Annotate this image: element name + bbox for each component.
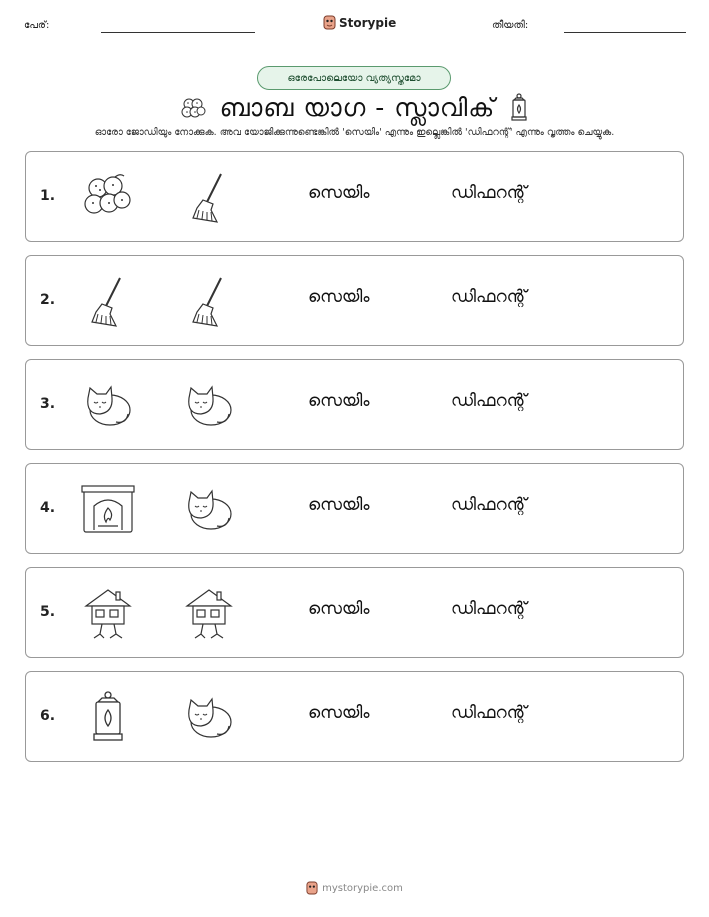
same-option[interactable]: സെയിം bbox=[308, 391, 370, 411]
brand-name: Storypie bbox=[339, 15, 397, 30]
broom-icon bbox=[80, 274, 136, 330]
worksheet-type-badge: ഒരേപോലെയോ വ്യത്യസ്തമോ bbox=[257, 66, 451, 90]
lantern-icon bbox=[80, 690, 136, 746]
row-number: 3. bbox=[40, 396, 56, 412]
instructions: ഓരോ ജോഡിയും നോക്കുക. അവ യോജിക്കുന്നുണ്ടെങ്കിൽ 'സെയിം' എന്നും ഇല്ലെങ്കിൽ 'ഡിഫറന്റ്' എന്നും വൃത്തം ചെയ്യുക. bbox=[94, 127, 615, 138]
cat-icon bbox=[181, 482, 237, 538]
different-option[interactable]: ഡിഫറന്റ് bbox=[451, 495, 527, 515]
name-label: പേര്: bbox=[24, 20, 50, 31]
hut-icon bbox=[181, 586, 237, 642]
cat-icon bbox=[80, 378, 136, 434]
hut-icon bbox=[80, 586, 136, 642]
worksheet-header bbox=[0, 12, 709, 42]
footer-url[interactable]: mystorypie.com bbox=[322, 882, 403, 894]
cat-icon bbox=[181, 378, 237, 434]
berries-icon bbox=[80, 170, 136, 226]
lantern-icon bbox=[509, 93, 529, 123]
footer bbox=[0, 881, 709, 895]
different-option[interactable]: ഡിഫറന്റ് bbox=[451, 599, 527, 619]
row-number: 5. bbox=[40, 604, 56, 620]
same-option[interactable]: സെയിം bbox=[308, 287, 370, 307]
different-option[interactable]: ഡിഫറന്റ് bbox=[451, 183, 527, 203]
pair-row-4 bbox=[25, 463, 684, 554]
title-row bbox=[0, 90, 709, 126]
row-number: 4. bbox=[40, 500, 56, 516]
row-number: 2. bbox=[40, 292, 56, 308]
date-label: തീയതി: bbox=[492, 20, 529, 31]
same-option[interactable]: സെയിം bbox=[308, 183, 370, 203]
page-title: ബാബ യാഗ - സ്ലാവിക് bbox=[219, 93, 496, 122]
broom-icon bbox=[181, 274, 237, 330]
row-number: 1. bbox=[40, 188, 56, 204]
pair-row-1 bbox=[25, 151, 684, 242]
pair-row-5 bbox=[25, 567, 684, 658]
storypie-mascot-icon bbox=[306, 881, 318, 895]
pair-row-2 bbox=[25, 255, 684, 346]
row-number: 6. bbox=[40, 708, 56, 724]
pair-row-3 bbox=[25, 359, 684, 450]
name-line[interactable] bbox=[101, 32, 255, 33]
different-option[interactable]: ഡിഫറന്റ് bbox=[451, 391, 527, 411]
date-line[interactable] bbox=[564, 32, 686, 33]
cat-icon bbox=[181, 690, 237, 746]
broom-icon bbox=[181, 170, 237, 226]
berries-icon bbox=[180, 95, 206, 121]
storypie-mascot-icon bbox=[323, 15, 336, 30]
brand-logo bbox=[323, 15, 396, 30]
different-option[interactable]: ഡിഫറന്റ് bbox=[451, 287, 527, 307]
different-option[interactable]: ഡിഫറന്റ് bbox=[451, 703, 527, 723]
same-option[interactable]: സെയിം bbox=[308, 599, 370, 619]
same-option[interactable]: സെയിം bbox=[308, 495, 370, 515]
fireplace-icon bbox=[80, 482, 136, 538]
same-option[interactable]: സെയിം bbox=[308, 703, 370, 723]
pair-row-6 bbox=[25, 671, 684, 762]
